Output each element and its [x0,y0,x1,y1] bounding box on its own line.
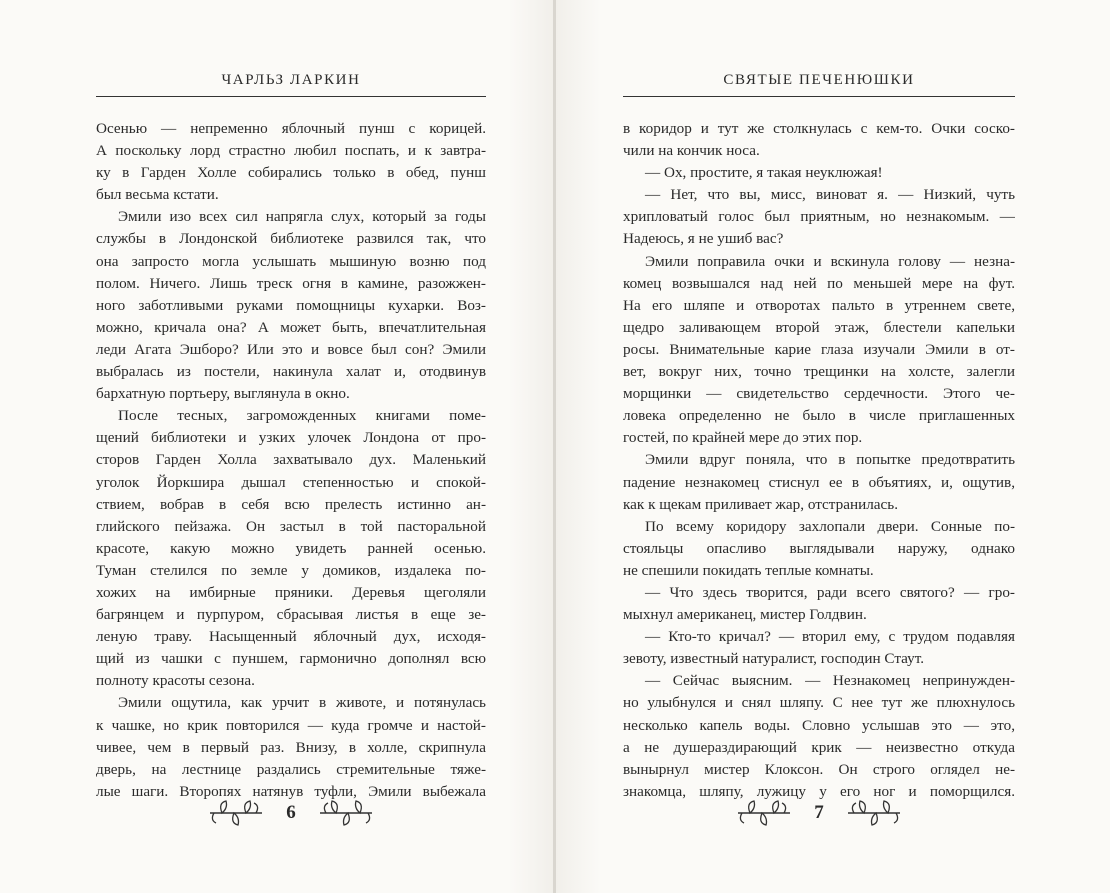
text-line: — Сейчас выясним. — Незнакомец непринужден- [645,672,1015,690]
leaf-ornament-icon [206,798,266,828]
text-line: выбралась из постели, накинула халат и, отодвинув [96,363,486,381]
text-line: стояльцы опасливо выглядывали наружу, однако [623,539,1015,557]
text-line: щий из чашки с пуншем, гармонично дополнял всю [96,650,486,668]
text-line: ку в Гарден Холле собирались только в обед, пунш [96,164,486,182]
text-line: к чашке, но крик повторился — куда громче и настой- [96,716,486,734]
page-number: 7 [814,802,824,823]
text-line: багрянцем и пурпуром, сбрасывая листья в еще зе- [96,606,486,624]
text-line: вет, вокруг них, точно трещинки на холсте, залегли [623,363,1015,381]
text-line: Эмили ощутила, как урчит в животе, и потянулась [118,694,486,712]
text-line: не спешили покидать теплые комнаты. [623,561,874,579]
text-line: По всему коридору захлопали двери. Сонные по- [645,517,1015,535]
leaf-ornament-icon [734,798,794,828]
text-line: Эмили вдруг поняла, что в попытке предотвратить [645,451,1015,469]
text-line: — Ох, простите, я такая неуклюжая! [645,164,883,182]
running-head-title: СВЯТЫЕ ПЕЧЕНЮШКИ [623,72,1015,97]
text-line: — Кто-то кричал? — вторил ему, с трудом подавляя [645,628,1015,646]
right-folio [723,795,915,831]
text-line: — Нет, что вы, мисс, виноват я. — Низкий, чуть [645,186,1015,204]
text-line: Надеюсь, я не ушиб вас? [623,230,784,248]
text-line: щений библиотеки и узких улочек Лондона от про- [96,429,486,447]
text-line: морщинки — свидетельство сердечности. Этого че- [623,385,1015,403]
text-line: можно, кричала она? А может быть, впечатлительная [96,318,486,336]
text-line: Туман стелился по земле у домиков, издалека по- [96,561,486,579]
text-line: щедро заливающем второй этаж, блестели капельки [623,318,1015,336]
text-line: она запросто могла услышать мышиную возню под [96,252,486,270]
left-folio [196,795,386,831]
text-line: Осенью — непременно яблочный пунш с корицей. [96,120,486,137]
text-line: ного заботливыми руками помощницы кухарки. Воз- [96,296,486,314]
text-line: красоте, какую можно увидеть ранней осенью. [96,539,486,557]
text-line: хожих на имбирные пряники. Деревья щеголяли [96,583,486,601]
right-page [556,0,1110,893]
text-line: полноту красоты сезона. [96,672,255,690]
text-line: зевоту, известный натуралист, господин Стаут. [623,650,925,668]
right-page-text [623,118,1015,803]
text-line: ствием, вобрав в себя всю прелесть истинно ан- [96,495,486,513]
text-line: а не душераздирающий крик — неизвестно откуда [623,738,1015,756]
text-line: несколько капель воды. Словно услышав это — это, [623,716,1015,734]
leaf-ornament-icon [844,798,904,828]
running-head-author: ЧАРЛЬЗ ЛАРКИН [96,72,486,97]
text-line: мыхнул американец, мистер Голдвин. [623,606,867,624]
text-line: — Что здесь творится, ради всего святого? — гро- [645,583,1015,601]
text-line: гостей, по крайней мере до этих пор. [623,429,863,447]
text-line: службы в Лондонской библиотеке развился так, что [96,230,486,248]
text-line: вынырнул мистер Клоксон. Он строго оглядел не- [623,760,1015,778]
left-page-text [96,118,486,803]
left-page [0,0,553,893]
text-line: лые шаги. Второпях натянув туфли, Эмили выбежала [96,782,486,800]
text-line: полом. Ничего. Лишь треск огня в камине, разожжен- [96,274,486,292]
text-line: хрипловатый голос был приятным, но незнакомым. — [623,208,1015,226]
page-number: 6 [286,802,296,823]
text-line: Эмили поправила очки и вскинула голову — незна- [645,252,1015,270]
text-line: леди Агата Эшборо? Или это и вовсе был сон? Эмили [96,340,486,358]
text-line: На его шляпе и отворотах пальто в утреннем свете, [623,296,1015,314]
text-line: леную траву. Насыщенный яблочный дух, исходя- [96,628,486,646]
text-line: падение незнакомец стиснул ее в объятиях, и, ощутив, [623,473,1015,491]
text-line: но улыбнулся и снял шляпу. С нее тут же плюхнулось [623,694,1015,712]
text-line: ловека определенно не было в числе приглашенных [623,407,1015,425]
text-line: глийского пейзажа. Он застыл в той пасторальной [96,517,486,535]
text-line: бархатную портьеру, выглянула в окно. [96,385,350,403]
text-line: в коридор и тут же столкнулась с кем-то. Очки соско- [623,120,1015,137]
text-line: уголок Йоркшира дышал степенностью и спокой- [96,473,486,491]
text-line: дверь, на лестнице раздались стремительные тяже- [96,760,486,778]
text-line: чили на кончик носа. [623,142,760,160]
text-line: росы. Внимательные карие глаза изучали Эмили в от- [623,340,1015,358]
text-line: комец возвышался над ней по меньшей мере на фут. [623,274,1015,292]
leaf-ornament-icon [316,798,376,828]
text-line: знакомца, шляпу, лужицу у его ног и поморщился. [623,782,1015,800]
text-line: как к щекам приливает жар, отстранилась. [623,495,898,513]
text-line: чивее, чем в первый раз. Внизу, в холле, скрипнула [96,738,486,756]
text-line: был весьма кстати. [96,186,219,204]
text-line: сторов Гарден Холла захватывало дух. Маленький [96,451,486,469]
text-line: А поскольку лорд страстно любил поспать, и к завтра- [96,142,486,160]
text-line: Эмили изо всех сил напрягла слух, который за годы [118,208,486,226]
text-line: После тесных, загроможденных книгами поме- [118,407,486,425]
